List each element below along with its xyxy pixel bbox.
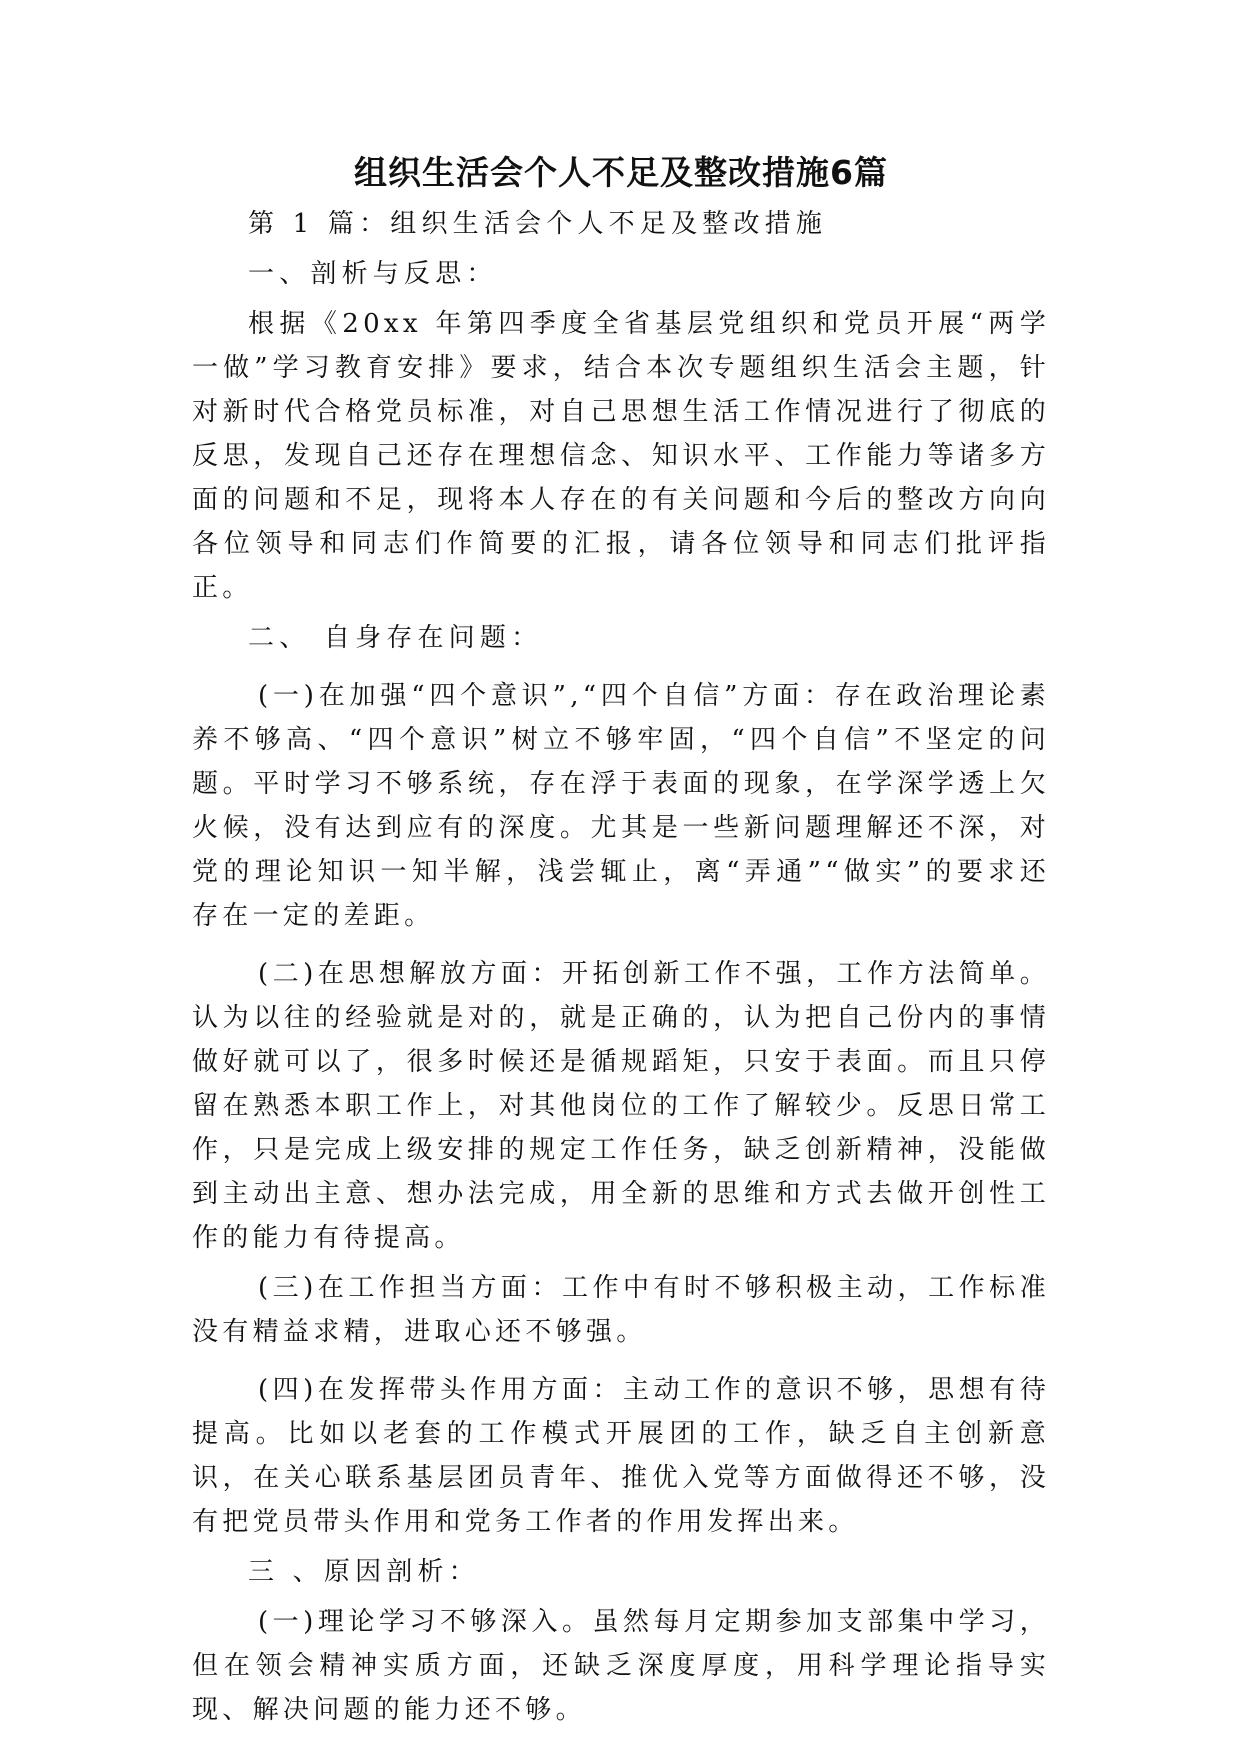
section2-item-4: (四)在发挥带头作用方面：主动工作的意识不够，思想有待提高。比如以老套的工作模式开展团的工作，缺乏自主创新意识，在关心联系基层团员青年、推优入党等方面做得还不够，没有把党员带头作用和党务工作者的作用发挥出来。: [192, 1375, 1050, 1537]
section1-heading: 一、剖析与反思：: [248, 259, 498, 289]
section2-item-3: (三)在工作担当方面：工作中有时不够积极主动，工作标准没有精益求精，进取心还不够强。: [192, 1273, 1050, 1347]
document-title: 组织生活会个人不足及整改措施6篇: [354, 153, 888, 192]
section2-item-1: (一)在加强“四个意识”,“四个自信”方面：存在政治理论素养不够高、“四个意识”树立不够牢固，“四个自信”不坚定的问题。平时学习不够系统，存在浮于表面的现象，在学深学透上欠火候，没有达到应有的深度。尤其是一些新问题理解还不深，对党的理论知识一知半解，浅尝辄止，离“弄通”“做实”的要求还存在一定的差距。: [192, 681, 1050, 931]
section1-paragraph: 根据《20xx 年第四季度全省基层党组织和党员开展“两学一做”学习教育安排》要求，结合本次专题组织生活会主题，针对新时代合格党员标准，对自己思想生活工作情况进行了彻底的反思，发现自己还存在理想信念、知识水平、工作能力等诸多方面的问题和不足，现将本人存在的有关问题和今后的整改方向向各位领导和同志们作简要的汇报，请各位领导和同志们批评指正。: [192, 309, 1050, 603]
section3-item-1: (一)理论学习不够深入。虽然每月定期参加支部集中学习，但在领会精神实质方面，还缺乏深度厚度，用科学理论指导实现、解决问题的能力还不够。: [192, 1607, 1050, 1725]
section2-heading: 二、 自身存在问题：: [248, 623, 543, 653]
section3-heading: 三 、原因剖析：: [248, 1557, 480, 1587]
document-body: [192, 150, 1050, 1732]
part-heading: 第 1 篇：组织生活会个人不足及整改措施: [248, 209, 828, 239]
section2-item-2: (二)在思想解放方面：开拓创新工作不强，工作方法简单。认为以往的经验就是对的，就是正确的，认为把自己份内的事情做好就可以了，很多时候还是循规蹈矩，只安于表面。而且只停留在熟悉本职工作上，对其他岗位的工作了解较少。反思日常工作，只是完成上级安排的规定工作任务，缺乏创新精神，没能做到主动出主意、想办法完成，用全新的思维和方式去做开创性工作的能力有待提高。: [192, 959, 1050, 1253]
